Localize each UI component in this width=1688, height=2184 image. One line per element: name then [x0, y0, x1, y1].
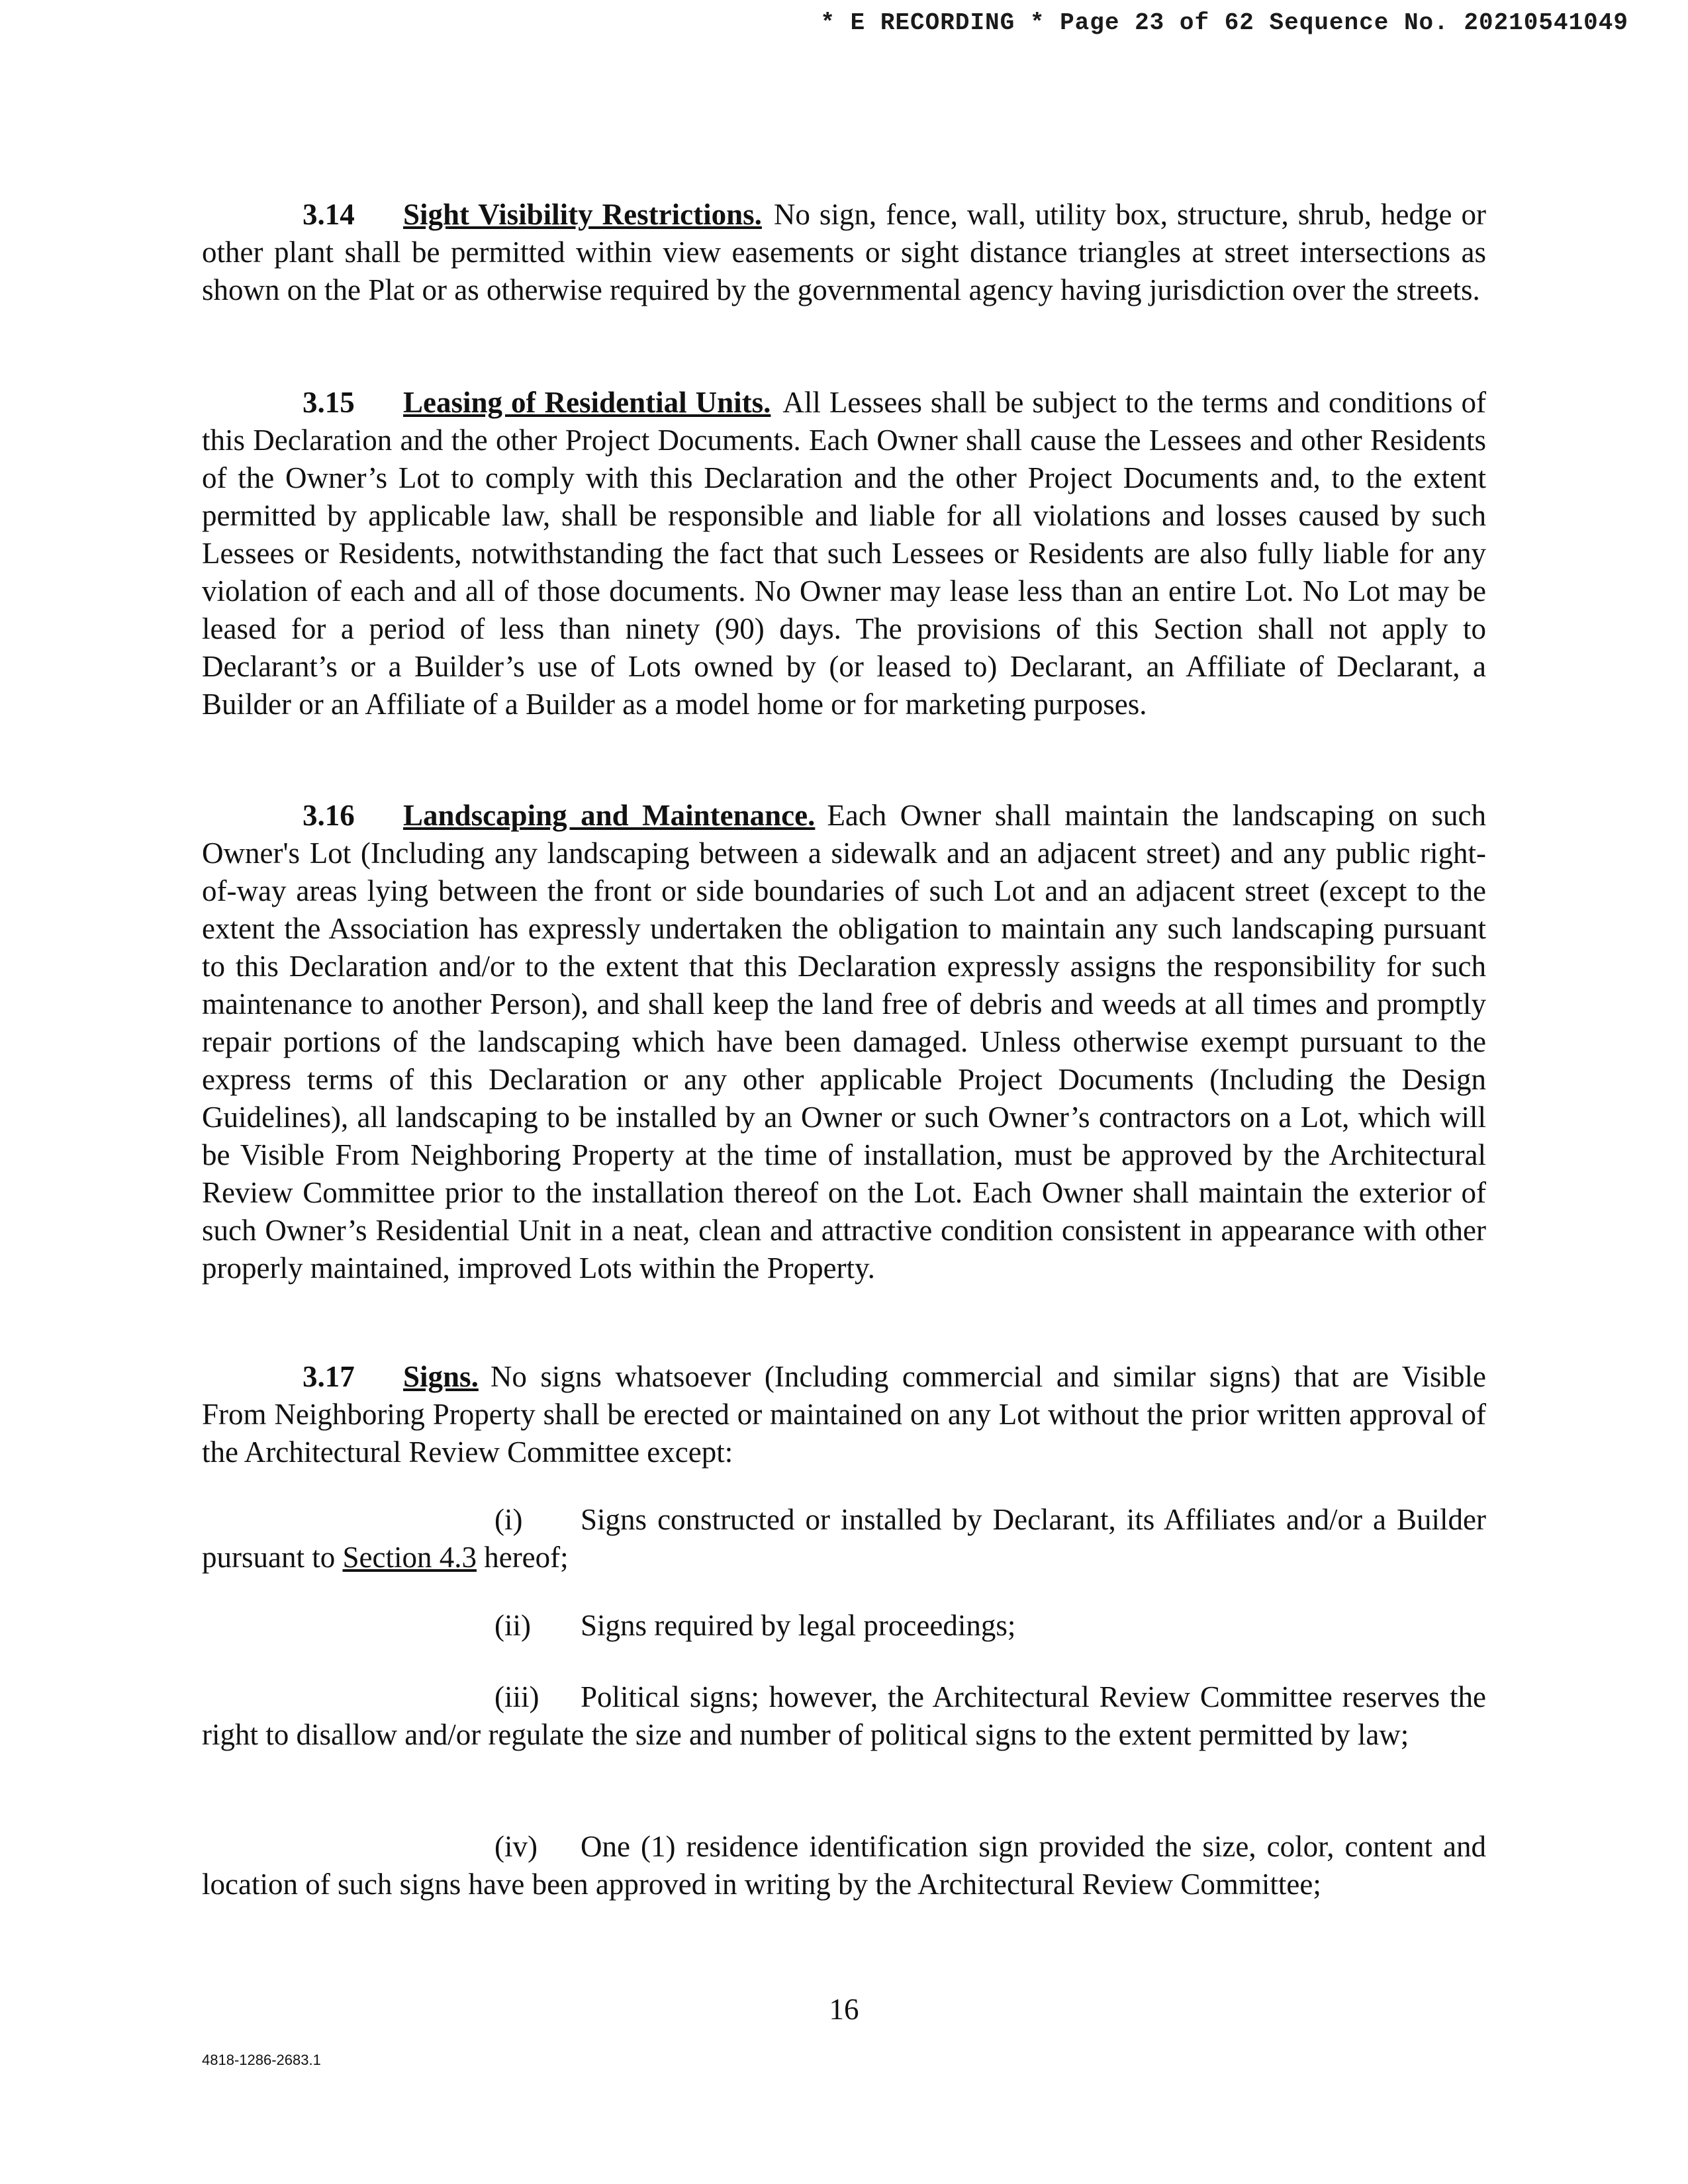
subitem-text-after: hereof;	[484, 1541, 569, 1574]
subitem-label: (iv)	[494, 1830, 538, 1863]
subitem-text: Signs required by legal proceedings;	[581, 1609, 1016, 1642]
section-number: 3.17	[303, 1360, 355, 1393]
section-3-15	[202, 384, 1486, 723]
subitem-iv	[202, 1828, 1486, 1903]
section-heading: Leasing of Residential Units.	[403, 386, 771, 419]
section-text: No signs whatsoever (Including commercial and similar signs) that are Visible From Neighboring Property shall be erected or maintained on any Lot without the prior written approval of the Architectural Review Committee except:	[202, 1360, 1486, 1469]
section-3-14	[202, 196, 1486, 309]
section-text: Each Owner shall maintain the landscaping on such Owner's Lot (Including any landscaping between a sidewalk and an adjacent street) and any public right-of-way areas lying between the front or side boundaries of such Lot and an adjacent street (except to the extent the Association has expressly undertaken the obligation to maintain any such landscaping pursuant to this Declaration and/or to the extent that this Declaration expressly assigns the responsibility for such maintenance to another Person), and shall keep the land free of debris and weeds at all times and promptly repair portions of the landscaping which have been damaged. Unless otherwise exempt pursuant to the express terms of this Declaration or any other applicable Project Documents (Including the Design Guidelines), all landscaping to be installed by an Owner or such Owner’s contractors on a Lot, which will be Visible From Neighboring Property at the time of installation, must be approved by the Architectural Review Committee prior to the installation thereof on the Lot. Each Owner shall maintain the exterior of such Owner’s Residential Unit in a neat, clean and attractive condition consistent in appearance with other properly maintained, improved Lots within the Property.	[202, 799, 1487, 1285]
section-text: No sign, fence, wall, utility box, structure, shrub, hedge or other plant shall be permitted within view easements or sight distance triangles at street intersections as shown on the Plat or as otherwise required by the governmental agency having jurisdiction over the streets.	[202, 198, 1486, 306]
subitem-i	[202, 1501, 1486, 1576]
section-3-17	[202, 1358, 1486, 1471]
recording-stamp: * E RECORDING * Page 23 of 62 Sequence No. 20210541049	[820, 9, 1628, 36]
section-number: 3.15	[303, 386, 355, 419]
section-heading: Sight Visibility Restrictions.	[403, 198, 762, 231]
section-text: All Lessees shall be subject to the terms and conditions of this Declaration and the other Project Documents. Each Owner shall cause the Lessees and other Residents of the Owner’s Lot to comply with this Declaration and the other Project Documents and, to the extent permitted by applicable law, shall be responsible and liable for all violations and losses caused by such Lessees or Residents, notwithstanding the fact that such Lessees or Residents are also fully liable for any violation of each and all of those documents. No Owner may lease less than an entire Lot. No Lot may be leased for a period of less than ninety (90) days. The provisions of this Section shall not apply to Declarant’s or a Builder’s use of Lots owned by (or leased to) Declarant, an Affiliate of Declarant, a Builder or an Affiliate of a Builder as a model home or for marketing purposes.	[202, 386, 1486, 721]
subitem-iii	[202, 1678, 1486, 1754]
section-heading: Landscaping and Maintenance.	[403, 799, 816, 832]
subitem-label: (iii)	[494, 1680, 539, 1713]
subitem-label: (i)	[494, 1503, 523, 1536]
subitem-ii	[202, 1607, 1486, 1645]
subitem-text: One (1) residence identification sign provided the size, color, content and location of such signs have been approved in writing by the Architectural Review Committee;	[202, 1830, 1486, 1901]
section-number: 3.16	[303, 799, 355, 832]
section-heading: Signs.	[403, 1360, 479, 1393]
section-reference-link: Section 4.3	[342, 1541, 477, 1574]
subitem-text: Political signs; however, the Architectural Review Committee reserves the right to disallow and/or regulate the size and number of political signs to the extent permitted by law;	[202, 1680, 1486, 1751]
subitem-label: (ii)	[494, 1609, 531, 1642]
section-3-16	[202, 797, 1486, 1287]
section-number: 3.14	[303, 198, 355, 231]
page-number: 16	[829, 1993, 859, 2026]
subitem-text: Signs constructed or installed by Declarant, its Affiliates and/or a Builder pursuant to	[202, 1503, 1486, 1574]
document-id: 4818-1286-2683.1	[202, 2052, 321, 2068]
